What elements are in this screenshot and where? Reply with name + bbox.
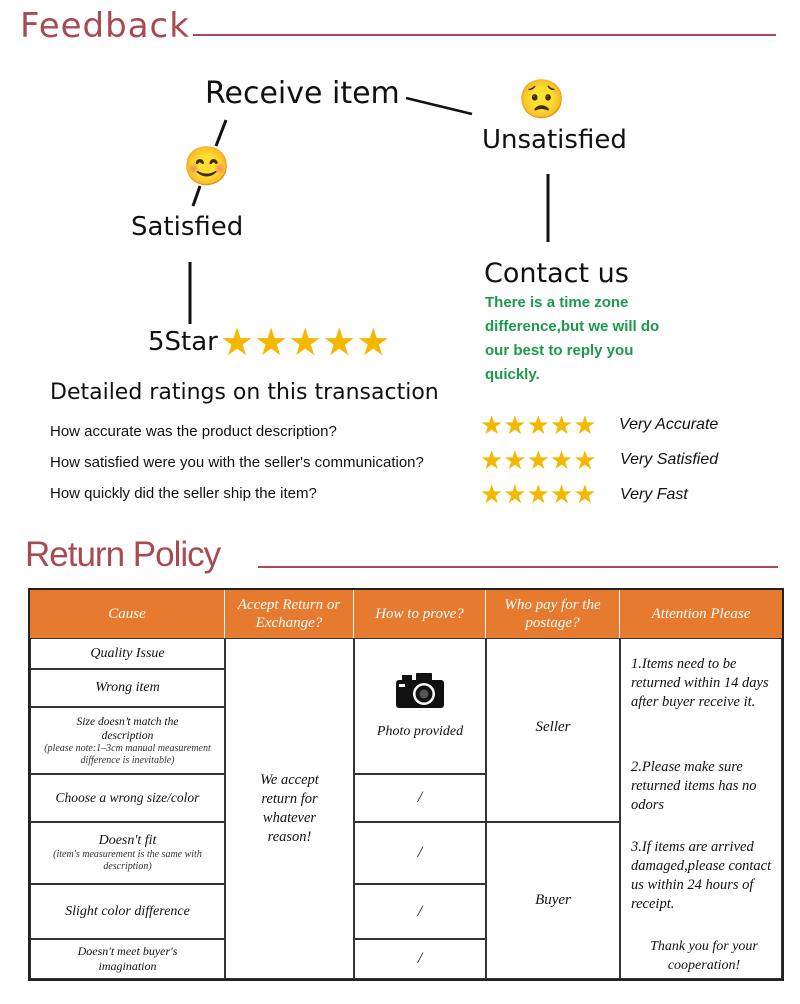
feedback-title: Feedback [20,6,190,46]
attention-point-3: 3.If items are arrived damaged,please contact us within 24 hours of receipt. [631,839,772,912]
detailed-ratings-heading: Detailed ratings on this transaction [50,380,439,405]
camera-icon [394,672,446,710]
cause-doesnt-fit-text: Doesn't fit [98,833,157,848]
postage-buyer-cell [486,822,620,979]
postage-seller-text: Seller [535,719,571,735]
prove-slash-3 [354,884,486,939]
unsatisfied-node: Unsatisfied [482,125,627,155]
five-star-label: 5Star [148,327,218,357]
cause-imagination [30,939,225,979]
cause-wrong-item-text: Wrong item [95,680,160,695]
cause-color-diff-text: Slight color difference [65,903,190,919]
line-receive-unsatisfied [406,98,472,114]
line-happy-satisfied [193,186,200,206]
cause-quality-issue [30,638,225,669]
rating-label-communication: Very Satisfied [620,451,719,468]
prove-slash-4 [354,939,486,979]
accept-cell [225,638,354,979]
prove-photo-text: Photo provided [376,724,464,739]
cause-quality-text: Quality Issue [90,645,165,661]
header-attention: Attention Please [620,590,782,638]
cause-size-note: (please note:1–3cm manual measurement difference is inevitable) [44,742,211,766]
header-cause: Cause [30,590,225,638]
return-policy-title: Return Policy [25,535,221,574]
rating-stars-shipping: ★★★★★ [480,479,597,509]
slash-text: / [417,950,423,967]
line-receive-happy [216,120,226,146]
header-postage: Who pay for the postage? [486,590,620,638]
unhappy-emoji-icon: 😟 [518,79,566,121]
cause-wrong-size-text: Choose a wrong size/color [55,790,200,805]
happy-emoji-icon: 😊 [183,146,231,188]
rating-label-shipping: Very Fast [620,486,688,503]
header-prove: How to prove? [354,590,486,638]
rating-question-communication: How satisfied were you with the seller's communication? [50,454,424,471]
cause-doesnt-fit [30,822,225,884]
five-star-rating: ★★★★★ [220,322,391,364]
cause-imagination-text: Doesn't meet buyer's imagination [77,944,178,973]
slash-text: / [417,844,423,861]
prove-slash-1 [354,774,486,822]
attention-thanks: Thank you for your cooperation! [650,939,758,973]
prove-slash-2 [354,822,486,884]
rating-label-accuracy: Very Accurate [619,416,719,433]
cause-wrong-item [30,669,225,707]
accept-text: We accept return for whatever reason! [260,771,319,845]
attention-point-1: 1.Items need to be returned within 14 days after buyer receive it. [631,656,769,710]
receive-item-node: Receive item [205,76,400,111]
cause-size-mismatch-text: Size doesn’t match the description [76,715,179,742]
prove-photo-cell [354,638,486,774]
cause-size-mismatch [30,707,225,774]
slash-text: / [417,902,423,920]
rating-stars-communication: ★★★★★ [480,445,597,475]
header-accept: Accept Return or Exchange? [225,590,354,638]
slash-text: / [417,789,423,806]
rating-question-accuracy: How accurate was the product description? [50,423,337,440]
contact-note: There is a time zone difference,but we will do our best to reply you quickly. [485,294,660,383]
attention-point-2: 2.Please make sure returned items has no odors [631,759,757,813]
postage-seller-cell [486,638,620,822]
contact-us-node: Contact us [484,258,629,289]
rating-stars-accuracy: ★★★★★ [480,410,597,440]
satisfied-node: Satisfied [131,212,244,242]
cause-wrong-size [30,774,225,822]
return-policy-rule [258,566,778,568]
return-policy-table [28,588,784,981]
postage-buyer-text: Buyer [535,892,571,908]
cause-color-difference [30,884,225,939]
cause-fit-note: (item's measurement is the same with description) [53,849,202,872]
rating-question-shipping: How quickly did the seller ship the item? [50,485,317,502]
